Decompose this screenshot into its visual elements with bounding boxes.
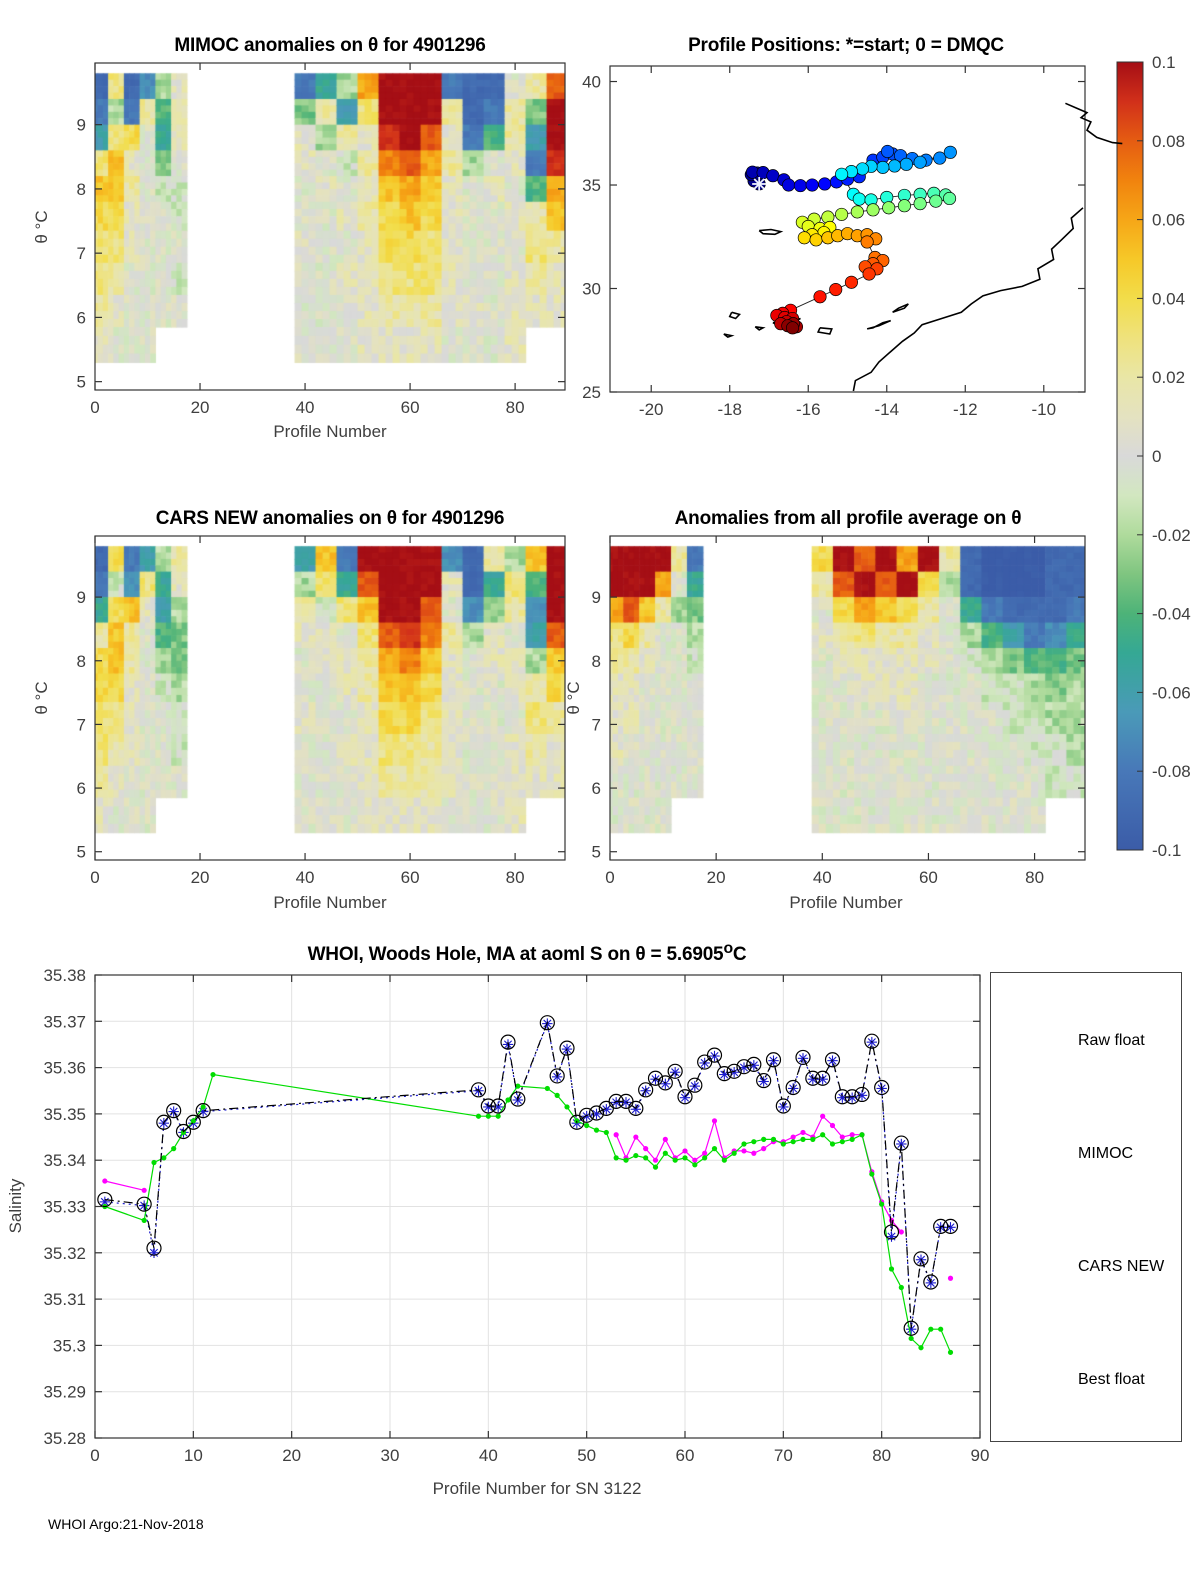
svg-text:-16: -16 (795, 400, 821, 419)
legend-label-cars-new: CARS NEW (1078, 1258, 1165, 1275)
svg-text:-0.02: -0.02 (1152, 525, 1191, 545)
svg-text:8: 8 (76, 651, 86, 671)
svg-text:60: 60 (675, 1446, 695, 1465)
svg-text:20: 20 (282, 1446, 302, 1465)
svg-text:-0.1: -0.1 (1152, 841, 1182, 860)
svg-text:10: 10 (183, 1446, 203, 1465)
panel-title-anomalies: Anomalies from all profile average on θ (674, 508, 1022, 529)
svg-text:0.08: 0.08 (1152, 131, 1186, 151)
svg-text:35.33: 35.33 (43, 1197, 86, 1217)
svg-text:-18: -18 (717, 400, 743, 419)
svg-text:35.36: 35.36 (43, 1058, 86, 1078)
svg-text:0: 0 (605, 868, 615, 887)
svg-text:40: 40 (295, 868, 315, 887)
ylabel-cars: θ °C (32, 681, 51, 715)
svg-text:9: 9 (76, 588, 86, 608)
svg-text:7: 7 (76, 244, 86, 264)
svg-text:35.35: 35.35 (43, 1104, 86, 1124)
svg-text:35.29: 35.29 (43, 1382, 86, 1402)
svg-text:35.32: 35.32 (43, 1243, 86, 1263)
svg-text:6: 6 (591, 779, 601, 799)
mimoc-axes (77, 63, 565, 417)
svg-text:40: 40 (582, 72, 601, 92)
svg-text:35.37: 35.37 (43, 1012, 86, 1032)
ylabel-salinity: Salinity (6, 1178, 25, 1234)
svg-text:0: 0 (90, 398, 100, 417)
svg-text:50: 50 (577, 1446, 597, 1465)
svg-text:0.1: 0.1 (1152, 53, 1176, 72)
svg-text:70: 70 (773, 1446, 793, 1465)
svg-text:0.02: 0.02 (1152, 368, 1186, 388)
legend-label-best-float: Best float (1078, 1371, 1145, 1388)
svg-text:8: 8 (591, 651, 601, 671)
svg-text:5: 5 (591, 842, 601, 862)
svg-text:80: 80 (505, 398, 525, 417)
svg-text:35.28: 35.28 (43, 1429, 86, 1448)
xlabel-salinity-panel: Profile Number for SN 3122 (432, 1479, 642, 1498)
svg-text:35.38: 35.38 (43, 966, 86, 985)
svg-text:7: 7 (76, 715, 86, 735)
coastlines (724, 103, 1123, 391)
anomalies-axes (592, 536, 1085, 887)
xlabel-cars: Profile Number (273, 893, 387, 912)
panel-title-cars: CARS NEW anomalies on θ for 4901296 (155, 508, 505, 529)
svg-text:-12: -12 (952, 400, 978, 419)
footer-timestamp: WHOI Argo:21-Nov-2018 (48, 1516, 204, 1532)
svg-text:-0.06: -0.06 (1152, 683, 1191, 703)
svg-text:40: 40 (478, 1446, 498, 1465)
svg-text:80: 80 (1025, 868, 1045, 887)
panel-title-mimoc: MIMOC anomalies on θ for 4901296 (174, 35, 486, 56)
svg-text:-0.04: -0.04 (1152, 604, 1191, 624)
legend-label-raw-float: Raw float (1078, 1032, 1145, 1049)
series-mimoc (102, 1114, 953, 1281)
svg-text:90: 90 (970, 1446, 990, 1465)
svg-text:20: 20 (190, 868, 210, 887)
series-raw-float (100, 1018, 956, 1334)
svg-text:7: 7 (591, 715, 601, 735)
svg-text:-20: -20 (638, 400, 664, 419)
svg-text:60: 60 (400, 868, 420, 887)
panel-title-salinity: WHOI, Woods Hole, MA at aoml S on $\theta = 5.6905^oC$ (307, 939, 747, 966)
svg-text:0.06: 0.06 (1152, 210, 1186, 230)
colorbar (1117, 53, 1191, 860)
svg-text:30: 30 (380, 1446, 400, 1465)
svg-text:20: 20 (190, 398, 210, 417)
svg-text:-0.08: -0.08 (1152, 762, 1191, 782)
svg-text:60: 60 (918, 868, 938, 887)
svg-text:8: 8 (76, 179, 86, 199)
svg-text:0.04: 0.04 (1152, 289, 1186, 309)
svg-text:25: 25 (582, 383, 601, 402)
svg-text:35.31: 35.31 (43, 1290, 86, 1310)
svg-text:5: 5 (76, 842, 86, 862)
panel-title-map: Profile Positions: *=start; 0 = DMQC (688, 35, 1004, 56)
svg-text:35.3: 35.3 (52, 1336, 86, 1356)
ylabel-mimoc: θ °C (32, 210, 51, 244)
svg-text:5: 5 (76, 372, 86, 392)
profile-positions-map (582, 66, 1085, 419)
map-trajectory (745, 145, 956, 334)
svg-text:0: 0 (90, 868, 100, 887)
svg-text:6: 6 (76, 779, 86, 799)
svg-text:20: 20 (706, 868, 726, 887)
svg-text:0: 0 (1152, 447, 1162, 466)
svg-text:9: 9 (591, 588, 601, 608)
svg-text:9: 9 (76, 115, 86, 135)
svg-text:35: 35 (582, 176, 601, 196)
start-marker (752, 177, 766, 191)
xlabel-mimoc: Profile Number (273, 422, 387, 441)
svg-text:80: 80 (505, 868, 525, 887)
series-best-float (98, 1016, 958, 1336)
xlabel-anomalies: Profile Number (789, 893, 903, 912)
legend-label-mimoc: MIMOC (1078, 1145, 1134, 1162)
svg-text:40: 40 (295, 398, 315, 417)
svg-text:40: 40 (812, 868, 832, 887)
salinity-chart (43, 966, 989, 1465)
svg-text:60: 60 (400, 398, 420, 417)
svg-text:35.34: 35.34 (43, 1151, 86, 1171)
svg-text:6: 6 (76, 308, 86, 328)
svg-text:-10: -10 (1031, 400, 1057, 419)
ylabel-anomalies: θ °C (564, 681, 583, 715)
svg-text:-14: -14 (874, 400, 900, 419)
svg-text:0: 0 (90, 1446, 100, 1465)
svg-text:30: 30 (582, 279, 601, 299)
svg-text:80: 80 (872, 1446, 892, 1465)
cars-axes (77, 536, 565, 887)
